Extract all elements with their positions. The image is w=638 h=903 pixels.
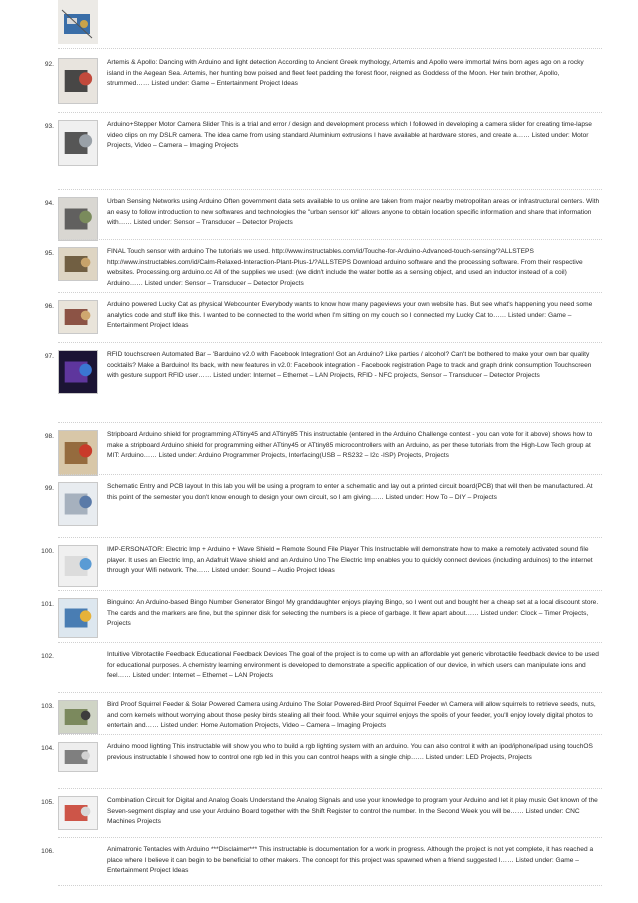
item-description-link[interactable]: Urban Sensing Networks using Arduino Often government data sets available to us online are taken from major nearby metropolitan areas or infrastructural centers. With an easy to follow introduction to new softwares and technologies the "urban sensor kit" allows anyone to obtain location specific information and share that information with…… Listed under: Sensor – Transducer – Detector Projects [107, 198, 600, 227]
item-description-link[interactable]: Combination Circuit for Digital and Analog Goals Understand the Analog Signals and use your knowledge to program your Arduino and let it play music Get known of the Seven-segment display and use your Arduino Board together with the Shift Register to control the number. In the Second Week you will be…… Listed under: CNC Machines Projects [107, 797, 598, 826]
project-photo-icon [59, 701, 97, 733]
item-number: 102. [41, 653, 54, 660]
divider [58, 239, 602, 240]
item-number: 105. [41, 799, 54, 806]
divider [58, 342, 602, 343]
divider [58, 537, 602, 538]
item-description-link[interactable]: Bird Proof Squirrel Feeder & Solar Powered Camera using Arduino The Solar Powered-Bird Proof Squirrel Feeder w\ Camera will allow squirrels to retrieve seeds, nuts, and corn kernels without worrying about those pesky birds stealing all their food. While your squirrel enjoys the spoils of your feeder, you'll enjoy lovely digital photos to entertain and…… Listed under: Home Automation Projects, Video – Camera – Imaging Projects [107, 701, 596, 730]
divider [58, 692, 602, 693]
thumbnail-image-91[interactable] [58, 0, 98, 44]
item-number: 95. [44, 250, 54, 257]
divider [58, 112, 602, 113]
item-number: 98. [44, 433, 54, 440]
project-photo-icon [59, 743, 97, 771]
project-photo-icon [59, 198, 97, 240]
divider [58, 885, 602, 886]
divider [58, 422, 602, 423]
item-description-link[interactable]: IMP-ERSONATOR: Electric Imp + Arduino + Wave Shield = Remote Sound File Player This Instructable will demonstrate how to make a remotely activated sound file player. It uses an Electric Imp, an Adafruit Wave shield and an Arduino Uno The Electric Imp enables you to quickly connect devices (including arduinos) to the internet through your Wifi network. The…… Listed under: Sound – Audio Project Ideas [107, 546, 593, 575]
arduino-board-photo-icon [58, 0, 98, 44]
thumbnail-image[interactable] [58, 120, 98, 166]
project-photo-icon [59, 59, 97, 103]
thumbnail-image[interactable] [58, 545, 98, 587]
item-number: 94. [44, 200, 54, 207]
divider [58, 292, 602, 293]
item-number: 100. [41, 548, 54, 555]
item-number: 106. [41, 848, 54, 855]
divider [58, 788, 602, 789]
project-photo-icon [59, 797, 97, 829]
project-photo-icon [59, 546, 97, 586]
item-number: 92. [44, 61, 54, 68]
project-photo-icon [59, 351, 97, 393]
item-description-link[interactable]: Schematic Entry and PCB layout In this lab you will be using a program to enter a schematic and lay out a printed circuit board(PCB) that will then be manufactured. At this point of the semester you don't know enough to design your own circuit, so I am giving…… Listed under: How To – DIY – Projects [107, 483, 593, 501]
item-description-link[interactable]: RFID touchscreen Automated Bar – 'Barduino v2.0 with Facebook Integration! Got an Arduino? Like parties / alcohol? Can't be bothered to make your own bar quality cocktails? Make a Barduino! Its back, with new features in v2.0: Facebook integration - Facebook registration Page to track and graph drink consumption Touchscreen with gesture support RFID user…… Listed under: Internet – Ethernet – LAN Projects, RFID - NFC projects, Sensor – Transducer – Detector Projects [107, 351, 592, 380]
divider [58, 590, 602, 591]
divider [58, 734, 602, 735]
item-number: 99. [44, 485, 54, 492]
item-description-link[interactable]: Artemis & Apollo: Dancing with Arduino and light detection According to Ancient Greek mythology, Artemis and Apollo were immortal twins born ages ago on a rocky island in the Aegean Sea. Artemis, her hunting bow poised and fleet feet padding the forest floor, reigned as Goddess of the Moon. Her twin brother, Apollo, strummed…… Listed under: Game – Entertainment Project Ideas [107, 59, 584, 88]
project-photo-icon [59, 599, 97, 637]
thumbnail-image[interactable] [58, 58, 98, 104]
project-photo-icon [59, 301, 97, 333]
project-photo-icon [59, 248, 97, 280]
item-number: 93. [44, 123, 54, 130]
project-photo-icon [59, 483, 97, 525]
thumbnail-image[interactable] [58, 247, 98, 281]
thumbnail-image[interactable] [58, 350, 98, 394]
item-number: 101. [41, 601, 54, 608]
item-description-link[interactable]: Arduino mood lighting This instructable will show you who to build a rgb lighting system with an arduino. You can also control it with an ipod/iphone/ipad using touchOS previous instructable I showed how to control one rgb led in this you can control heaps with a single chip…… Listed under: LED Projects, Projects [107, 743, 593, 761]
thumbnail-image[interactable] [58, 700, 98, 734]
divider [58, 642, 602, 643]
thumbnail-image[interactable] [58, 482, 98, 526]
item-description-link[interactable]: Stripboard Arduino shield for programming ATtiny45 and ATtiny85 This instructable (entered in the Arduino Challenge contest - you can vote for it above) shows how to make a stripboard Arduino shield for programming either ATtiny45 or ATtiny85 microcontrollers with an Arduino, as per these tutorials from the High-Low Tech group at MIT: Arduino…… Listed under: Arduino Programmer Projects, Interfacing(USB – RS232 – I2c -ISP) Projects, Projects [107, 431, 593, 460]
thumbnail-image[interactable] [58, 598, 98, 638]
thumbnail-image[interactable] [58, 430, 98, 476]
item-number: 96. [44, 303, 54, 310]
project-photo-icon [59, 431, 97, 475]
divider [58, 474, 602, 475]
item-number: 97. [44, 353, 54, 360]
thumbnail-image[interactable] [58, 197, 98, 241]
divider [58, 837, 602, 838]
divider [58, 189, 602, 190]
item-description-link[interactable]: Intuitive Vibrotactile Feedback Educational Feedback Devices The goal of the project is to come up with an affordable yet generic vibrotactile feedback device to be used for educational purposes. A chemistry learning environment is developed to demonstrate a specific application of our device, in which users can manipulate ions and feel…… Listed under: Internet – Ethernet – LAN Projects [107, 651, 599, 680]
thumbnail-image[interactable] [58, 300, 98, 334]
item-description-link[interactable]: Arduino+Stepper Motor Camera Slider This is a trial and error / design and development process which I followed in developing a camera slider for creating time-lapse video clips on my DSLR camera. The idea came from using standard Aluminium extrusions I have available at hardware stores, and create a…… Listed under: Motor Projects, Video – Camera – Imaging Projects [107, 121, 592, 150]
item-number: 104. [41, 745, 54, 752]
item-description-link[interactable]: Binguino: An Arduino-based Bingo Number Generator Bingo! My granddaughter enjoys playing Bingo, so I went out and bought her a cheap set at a local discount store. The cards and the markers are fine, but the spinner disk for selecting the numbers is a piece of garbage. It flew apart about…… Listed under: Clock – Timer Projects, Projects [107, 599, 599, 628]
item-description-link[interactable]: Arduino powered Lucky Cat as physical Webcounter Everybody wants to know how many pageviews your own website has. But see what's happening you need some analytics code and stuff like this. I wanted to be connected to the world when I'm sitting on my couch so I connected my Lucky Cat to…… Listed under: Game – Entertainment Project Ideas [107, 301, 593, 330]
item-number: 103. [41, 703, 54, 710]
thumbnail-image[interactable] [58, 796, 98, 830]
item-description-link[interactable]: Animatronic Tentacles with Arduino ***Disclaimer*** This instructable is documentation for a work in progress. Although the project is not yet complete, it has reached a place where I believe it can begin to be beneficial to other makers. The concept for this project was spawned when a friend suggested I…… Listed under: Game – Entertainment Project Ideas [107, 846, 594, 875]
thumbnail-image[interactable] [58, 742, 98, 772]
item-description-link[interactable]: FINAL Touch sensor with arduino The tutorials we used. http://www.instructables.com/id/Touche-for-Arduino-Advanced-touch-sensing/?ALLSTEPS http://www.instructables.com/id/Calm-Relaxed-Interaction-Plant-Plus-1/?ALLSTEPS Download arduino software and the processing software. From their respective websites. Processing.org arduino.cc All of the supplies we used: (we didn't include the water bottle as a sensing object, and used an inductor instead of a coil) Arduino…… Listed under: Sensor – Transducer – Detector Projects [107, 248, 583, 287]
project-photo-icon [59, 121, 97, 165]
